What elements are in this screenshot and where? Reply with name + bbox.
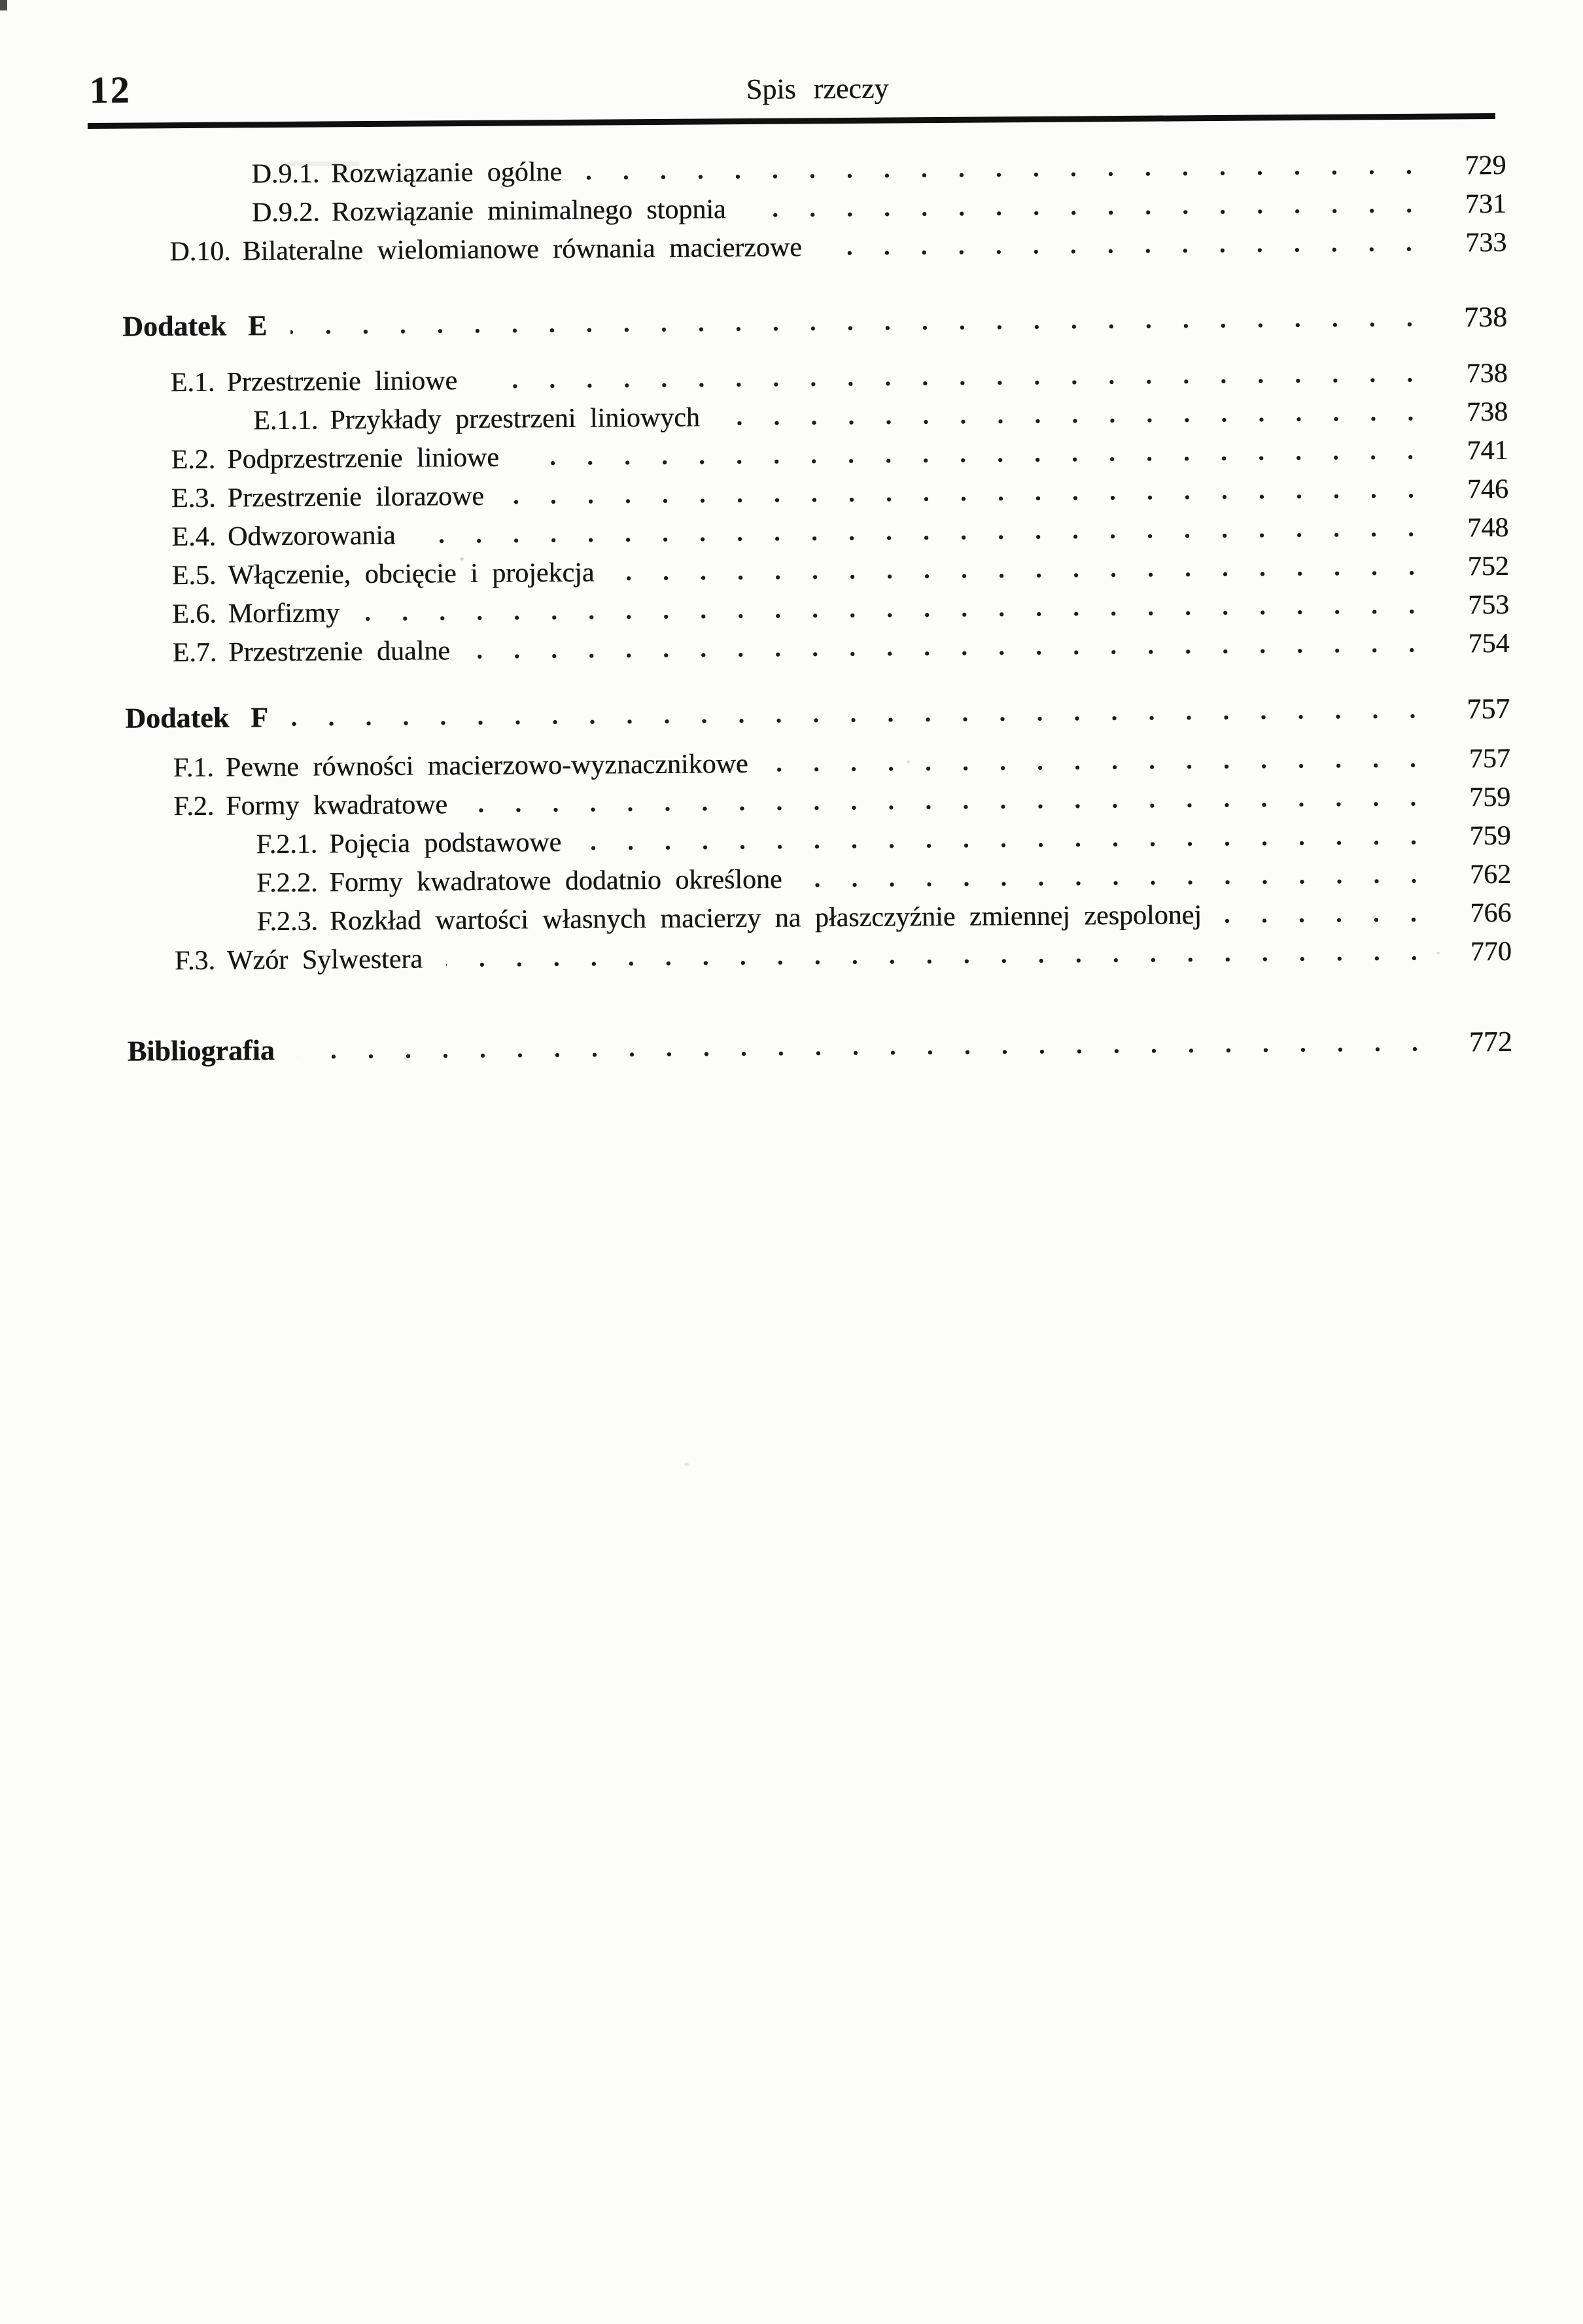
toc-entry-number: E.1.1. <box>252 405 319 436</box>
toc-entry-number: E.2. <box>171 444 216 476</box>
toc-entry <box>7 1022 1583 1071</box>
toc-entry-number: D.9.1. <box>251 158 320 190</box>
toc-entry-title: Bibliografia <box>127 1034 275 1067</box>
toc-entry-page: 757 <box>1469 743 1510 774</box>
page-number: 12 <box>89 68 131 112</box>
toc-entry-page: 731 <box>1465 188 1506 220</box>
toc-entry-page: 770 <box>1470 936 1512 967</box>
toc-entry <box>1 297 1583 347</box>
dot-leader <box>585 840 1416 851</box>
dot-leader <box>806 878 1418 888</box>
toc-entry-title: Rozkład wartości własnych macierzy na płaszczyźnie zmiennej zespolonej <box>329 900 1202 937</box>
toc-entry-title: Przykłady przestrzeni liniowych <box>330 402 700 436</box>
dot-leader <box>481 377 1414 389</box>
dot-leader <box>585 169 1412 181</box>
scan-speck <box>684 1463 689 1466</box>
dot-leader <box>618 570 1414 581</box>
toc-entry-title: Podprzestrzenie liniowe <box>227 442 500 475</box>
toc-entry-title: Formy kwadratowe <box>226 789 448 822</box>
toc-entry-number: F.1. <box>173 752 214 784</box>
dot-leader <box>471 801 1416 813</box>
toc-entry-title: Przestrzenie liniowe <box>226 366 458 398</box>
toc-entry-title: Dodatek E <box>122 309 268 343</box>
toc-entry-page: 748 <box>1467 512 1509 544</box>
scan-speck <box>1436 952 1440 954</box>
dot-leader <box>292 714 1416 727</box>
running-title: Spis rzeczy <box>746 72 889 106</box>
dot-leader <box>419 532 1415 544</box>
toc-entry-page: 753 <box>1467 589 1510 621</box>
toc-entry-page: 733 <box>1465 227 1507 258</box>
toc-entry-title: Przestrzenie ilorazowe <box>227 481 485 513</box>
toc-entry-page: 738 <box>1466 358 1508 389</box>
dot-leader <box>290 322 1413 335</box>
dot-leader <box>723 416 1414 426</box>
toc-entry-title: Bilateralne wielomianowe równania macierzowe <box>242 232 802 267</box>
toc-entry-number: E.7. <box>172 637 217 668</box>
toc-entry-title: Formy kwadratowe dodatnio określone <box>329 864 782 898</box>
toc-entry-number: E.4. <box>171 521 217 553</box>
toc-entry-number: E.5. <box>171 560 217 591</box>
toc-entry-number: F.2.3. <box>256 906 319 937</box>
toc-entry-title: Przestrzenie dualne <box>228 636 451 668</box>
toc-entry-title: Morfizmy <box>228 598 340 629</box>
toc-entry-number: E.6. <box>172 598 217 630</box>
toc-entry-page: 746 <box>1467 474 1509 505</box>
toc-entry-title: Wzór Sylwestera <box>226 944 423 976</box>
toc-entry-page: 757 <box>1467 692 1510 725</box>
toc-entry-title: Rozwiązanie ogólne <box>331 156 563 189</box>
dot-leader <box>298 1047 1418 1060</box>
dot-leader <box>446 956 1418 967</box>
toc-entry-page: 762 <box>1469 859 1512 890</box>
toc-entry-page: 738 <box>1463 300 1508 334</box>
toc-entry-page: 759 <box>1469 820 1511 852</box>
toc-entry-page: 766 <box>1470 897 1512 929</box>
toc-list <box>0 146 1583 1071</box>
toc-entry-page: 759 <box>1469 782 1511 813</box>
dot-leader <box>1225 917 1418 924</box>
toc-entry-number: F.2. <box>173 791 215 822</box>
toc-entry-number: D.10. <box>169 236 231 268</box>
toc-entry-title: Pojęcia podstawowe <box>328 827 562 859</box>
scan-speck <box>907 761 910 763</box>
toc-entry-page: 741 <box>1467 435 1508 466</box>
toc-entry-number: D.9.2. <box>251 197 320 228</box>
dot-leader <box>826 247 1413 256</box>
toc-entry-page: 729 <box>1465 150 1506 181</box>
toc-entry-number: F.2.2. <box>256 867 318 899</box>
scan-corner-artifact <box>0 0 7 10</box>
toc-entry-title: Pewne równości macierzowo-wyznacznikowe <box>225 749 748 783</box>
scan-speck <box>460 557 464 561</box>
toc-entry-number: F.3. <box>174 945 216 977</box>
toc-entry-number: E.1. <box>170 367 215 398</box>
toc-entry-title: Dodatek F <box>125 701 269 735</box>
toc-entry-page: 754 <box>1468 628 1510 659</box>
toc-entry <box>4 689 1583 738</box>
dot-leader <box>523 455 1414 466</box>
toc-entry-number: E.3. <box>171 483 216 514</box>
dot-leader <box>363 609 1415 621</box>
dot-leader <box>474 648 1416 659</box>
dot-leader <box>772 763 1416 772</box>
page-header <box>0 0 1582 112</box>
scan-smudge <box>281 162 360 166</box>
toc-entry-number: F.2.1. <box>256 829 318 860</box>
toc-entry-title: Rozwiązanie minimalnego stopnia <box>331 194 726 228</box>
toc-entry-page: 752 <box>1467 551 1509 582</box>
dot-leader <box>508 493 1414 505</box>
toc-entry-page: 738 <box>1466 396 1508 428</box>
dot-leader <box>750 208 1412 218</box>
toc-entry-page: 772 <box>1469 1025 1512 1058</box>
header-rule <box>88 113 1495 129</box>
toc-entry-title: Odwzorowania <box>227 520 396 552</box>
toc-entry-title: Włączenie, obcięcie i projekcja <box>228 557 595 591</box>
